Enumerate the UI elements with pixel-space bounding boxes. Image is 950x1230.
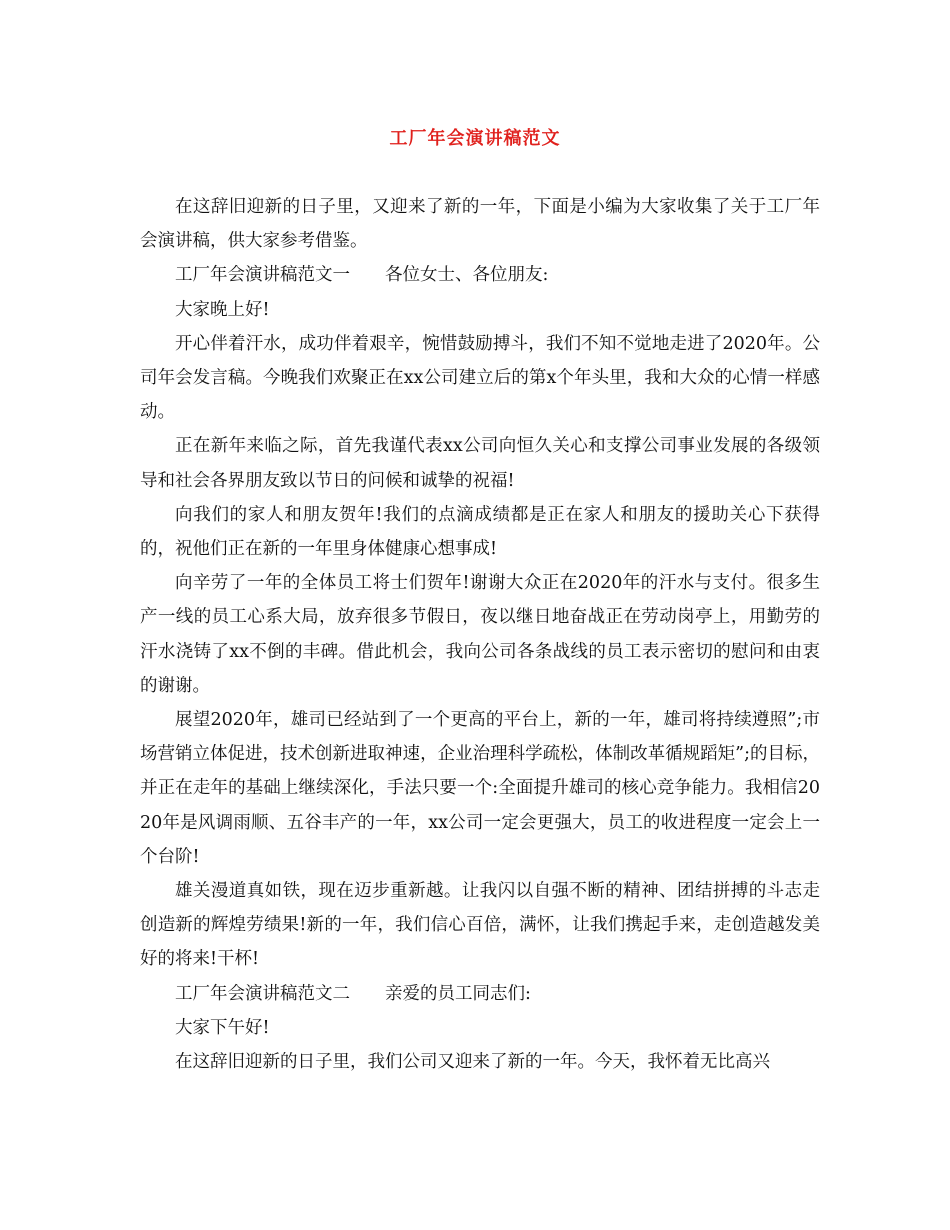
paragraph: 向我们的家人和朋友贺年!我们的点滴成绩都是正在家人和朋友的援助关心下获得的，祝他们正在新的一年里身体健康心想事成! xyxy=(140,504,820,560)
paragraph-sample-one-heading: 工厂年会演讲稿范文一 各位女士、各位朋友: xyxy=(175,265,549,286)
paragraph: 雄关漫道真如铁，现在迈步重新越。让我闪以自强不断的精神、团结拼搏的斗志走创造新的辉煌劳绩果!新的一年，我们信心百倍，满怀，让我们携起手来，走创造越发美好的将来!干杯! xyxy=(140,881,820,970)
paragraph: 展望2020年，雄司已经站到了一个更高的平台上，新的一年，雄司将持续遵照”;市场营销立体促进，技术创新进取神速，企业治理科学疏松，体制改革循规蹈矩”;的目标，并正在走年的基础上继续深化，手法只要一个:全面提升雄司的核心竞争能力。我相信2020年是风调雨顺、五谷丰产的一年，xx公司一定会更强大，员工的收进程度一定会上一个台阶! xyxy=(140,710,820,867)
paragraph: 开心伴着汗水，成功伴着艰辛，惋惜鼓励搏斗，我们不知不觉地走进了2020年。公司年会发言稿。今晚我们欢聚正在xx公司建立后的第x个年头里，我和大众的心情一样感动。 xyxy=(140,333,820,423)
document-body xyxy=(140,190,820,1079)
paragraph-sample-two-heading: 工厂年会演讲稿范文二 亲爱的员工同志们: xyxy=(175,983,531,1004)
document-title: 工厂年会演讲稿范文 xyxy=(389,128,561,149)
paragraph: 正在新年来临之际，首先我谨代表xx公司向恒久关心和支撑公司事业发展的各级领导和社会各界朋友致以节日的问候和诚挚的祝福! xyxy=(140,436,820,491)
paragraph-greeting-afternoon: 大家下午好! xyxy=(175,1017,270,1038)
paragraph: 在这辞旧迎新的日子里，我们公司又迎来了新的一年。今天，我怀着无比高兴 xyxy=(175,1052,770,1073)
paragraph-intro: 在这辞旧迎新的日子里，又迎来了新的一年，下面是小编为大家收集了关于工厂年会演讲稿，供大家参考借鉴。 xyxy=(140,197,820,252)
paragraph-greeting-evening: 大家晚上好! xyxy=(175,299,270,320)
paragraph: 向辛劳了一年的全体员工将士们贺年!谢谢大众正在2020年的汗水与支付。很多生产一线的员工心系大局，放弃很多节假日，夜以继日地奋战正在劳动岗亭上，用勤劳的汗水浇铸了xx不倒的丰碑。借此机会，我向公司各条战线的员工表示密切的慰问和由衷的谢谢。 xyxy=(140,573,820,696)
